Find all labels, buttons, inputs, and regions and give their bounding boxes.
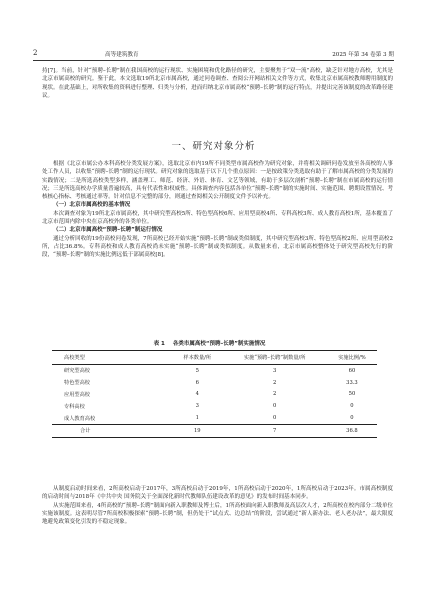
table-header-cell: 高校类型 xyxy=(52,351,172,365)
page-number: 2 xyxy=(33,49,38,57)
implementation-table xyxy=(52,350,377,438)
table-cell: 1 xyxy=(195,415,199,422)
table-cell: 4 xyxy=(195,391,199,398)
subheading-operation: （二）北京市属高校“预聘–长聘”制运行情况 xyxy=(53,227,163,234)
table-cell: 3 xyxy=(195,403,199,410)
table-cell: 60 xyxy=(348,367,356,374)
intro-block xyxy=(42,67,393,100)
running-header xyxy=(33,48,394,61)
table-cell: 0 xyxy=(273,415,277,422)
table-cell: 成人教育高校 xyxy=(64,415,96,422)
table-header-cell: 实施比例/% xyxy=(327,351,377,365)
table-header-cell: 实施“预聘–长聘”制数量/所 xyxy=(222,351,326,365)
table-row xyxy=(52,400,377,412)
table-header-cell: 样本数量/所 xyxy=(172,351,222,365)
table-row xyxy=(52,412,377,424)
issue-info: 2025 年第 34 卷第 3 期 xyxy=(332,52,394,58)
table-row xyxy=(52,377,377,389)
method-paragraph: 根据《北京市属公办本科高校分类发展方案》，选取北京市内19所不同类型市属高校作为研究对象，并将相关调研问卷发放至各高校的人事处工作人员，以收集“预聘–长聘”制的运行现状。研究对象的选取基于以下几个重点原因：一是按政策分类选取有助于了解市属高校的分类发展的实践情况；二是所选高校类型多样，涵盖理工、师范、经济、外语、体育、文艺等领域，有助于多层次剖析“预聘–长聘”制在市属高校的运行情况；三是所选高校办学质量普遍较高，具有代表性和权威性。具体调查内容包括各单位“预聘–长聘”制的实施时间、实施范围、聘期设置情况、考核核心指标、考核通过率等。针对信息不完整的部分，则通过查阅相关公开制度文件予以补充。 xyxy=(42,161,393,201)
operation-paragraph: 通过分析回收的19份高校问卷发现，7所高校已经开始实施“预聘–长聘”制或类似制度，其中研究型高校3所、特色型高校2所、应用型高校2所，占比36.8%。专科高校和成人教育高校尚未实施“预聘–长聘”制或类似制度。从数量来看，北京市属高校整体处于研究型高校先行的阶段，“预聘–长聘”制的实施比例远低于部属高校[8]。 xyxy=(42,235,393,259)
table-cell: 0 xyxy=(350,403,354,410)
table-cell: 合计 xyxy=(52,424,172,437)
table-header-row xyxy=(52,351,377,365)
table-row xyxy=(52,365,377,377)
table-cell: 专科高校 xyxy=(64,403,85,410)
table-caption-text: 各类市属高校“预聘–长聘”制实施情况 xyxy=(172,341,266,347)
table-cell: 特色型高校 xyxy=(64,380,90,387)
table-cell: 6 xyxy=(195,379,199,386)
journal-name: 高等建筑教育 xyxy=(105,52,139,58)
table-cell: 3 xyxy=(273,367,277,374)
table-cell: 研究型高校 xyxy=(64,368,90,375)
scope-paragraph: 从实施范围来看，4所高校的“预聘–长聘”制面向新入职教师及博士后，1所高校面向新入职教师及高层次人才，2所高校在校内部分二级单位实施该制度。这表明尽管7所高校积极探索“预聘–长聘”制，但仍处于“试点式、边总结”的阶段，尝试通过“新人新办法、老人老办法”，最大限度地避免政策变化引发的不稳定现象。 xyxy=(42,502,393,526)
intro-paragraph: 持[7]。当前，针对“预聘–长聘”制在我国高校的运行现状、实施困境和优化路径的研究，主要聚焦于“双一流”高校，缺乏针对地方高校，尤其是北京市属高校的研究。鉴于此，本文选取19所北京市属高校，通过问卷调查、查阅公开网站相关文件等方式，收集北京市属高校教师聘用制度的现状。在此基础上，对所收集的资料进行整理、归类与分析，进而归纳北京市属高校“预聘–长聘”制的运行特点，并提出完善该制度的改革路径建议。 xyxy=(42,68,393,99)
section-title: 一、研究对象分析 xyxy=(171,141,256,152)
table-cell: 0 xyxy=(273,403,277,410)
table-cell: 应用型高校 xyxy=(64,391,90,398)
section-body xyxy=(42,160,393,260)
table-cell: 0 xyxy=(350,415,354,422)
table-caption xyxy=(0,339,427,347)
after-table-body xyxy=(42,485,393,526)
table-row xyxy=(52,389,377,401)
subheading-basic-info: （一）北京市属高校的基本情况 xyxy=(53,202,131,209)
start-time-paragraph: 从制度启动时间来看，2所高校启动于2017年，3所高校启动于2019年，1所高校启动于2020年，1所高校启动于2023年。市属高校制度的启动时间与2018年《中共中央 国务院关于全面深化新时代教师队伍建设改革的意见》的发布时间基本同步。 xyxy=(42,486,393,501)
table-total-row xyxy=(52,424,377,437)
table-cell: 50 xyxy=(348,391,356,398)
basic-info-paragraph: 本次调查对象为19所北京市属高校，其中研究型高校5所、特色型高校6所、应用型高校4所、专科高校3所、成人教育高校1所，基本覆盖了北京市范围内除中央在京高校外的各类单位。 xyxy=(42,210,393,226)
table-cell: 5 xyxy=(195,367,199,374)
table-cell: 33.3 xyxy=(346,379,358,386)
table-cell: 2 xyxy=(273,391,277,398)
table-cell: 36.8 xyxy=(327,424,377,437)
table-caption-number: 表 1 xyxy=(153,341,165,347)
table-cell: 2 xyxy=(273,379,277,386)
table-cell: 7 xyxy=(222,424,326,437)
table-cell: 19 xyxy=(172,424,222,437)
